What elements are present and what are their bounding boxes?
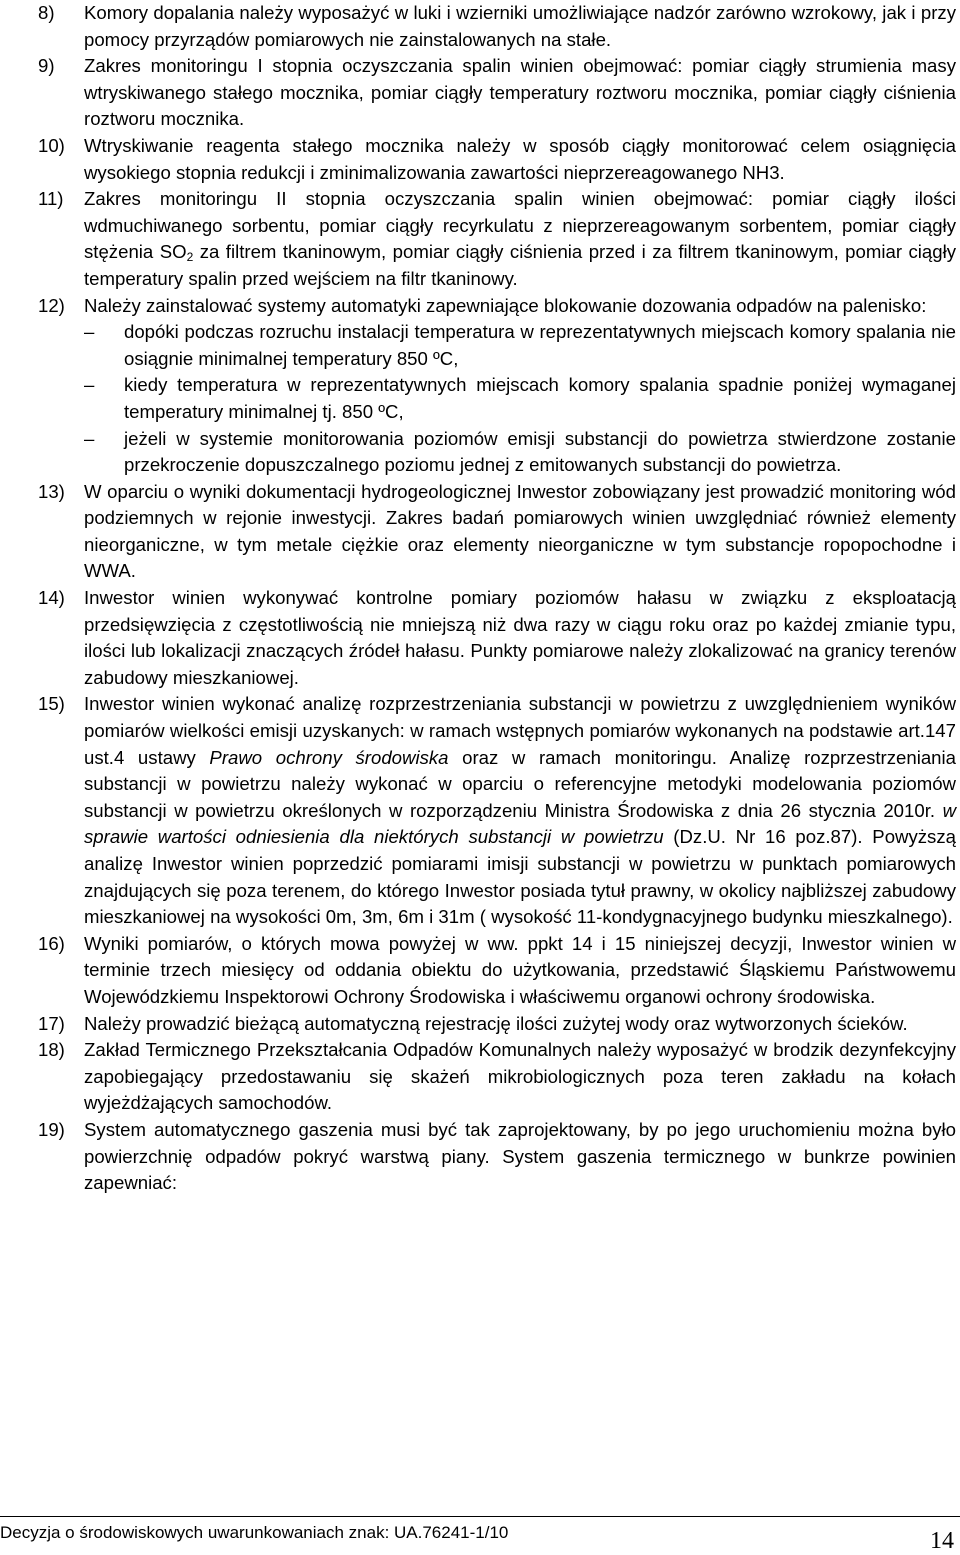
item-text-part: Inwestor winien wykonać analizę rozprzestrzeniania substancji w powietrzu z uwzględnieniem wyników pomiarów wielkości emisji uzyskanych: w ramach wstępnych pomiarów wykonanych na podstawie art.147 ust.4 ustawy [84,693,956,768]
item-number: 16) [38,932,65,954]
list-item-8 [0,0,960,53]
item-number: 17) [38,1012,65,1034]
item-number: 15) [38,693,65,715]
item-number: 14) [38,587,65,609]
item-number: 11) [38,188,64,210]
dash-list [0,319,960,479]
subscript: 2 [186,250,194,265]
dash-item-text: kiedy temperatura w reprezentatywnych miejscach komory spalania spadnie poniżej wymaganej temperatury minimalnej tj. 850 ºC, [124,374,956,422]
dash-bullet: – [84,321,95,343]
footer-divider [0,1516,960,1517]
list-item-9 [0,53,960,133]
item-text: Zakład Termicznego Przekształcania Odpadów Komunalnych należy wyposażyć w brodzik dezynfekcyjny zapobiegający przedostawaniu się skażeń mikrobiologicznych poza teren zakładu na kołach wyjeżdżających samochodów. [84,1039,956,1114]
item-text [84,186,956,292]
page-number: 14 [930,1528,954,1554]
item-number: 9) [38,55,55,77]
list-item-16 [0,931,960,1011]
item-number: 19) [38,1118,65,1140]
list-item-12 [0,293,960,479]
item-number: 8) [38,2,55,23]
item-text-part: Zakres monitoringu II stopnia oczyszczania spalin winien obejmować: pomiar ciągły ilości wdmuchiwanego sorbentu, pomiar ciągły recyrkulatu z nieprzereagowanym sorbentem, pomiar ciągły stężenia SO [84,188,956,263]
list-item-15 [0,691,960,930]
list-item-14 [0,585,960,691]
item-number: 10) [38,134,65,156]
dash-item-text: jeżeli w systemie monitorowania poziomów emisji substancji do powietrza stwierdzone zostanie przekroczenie dopuszczalnego poziomu jednej z emitowanych substancji do powietrza. [124,427,956,476]
list-item-17 [0,1011,960,1038]
item-text-part: (Dz.U. Nr 16 poz.87). Powyższą analizę Inwestor winien poprzedzić pomiarami imisji substancji w powietrzu w punktach pomiarowych znajdujących się poza terenem, do którego Inwestor posiada tytuł prawny, w okolicy najbliższej zabudowy mieszkaniowej na wysokości 0m, 3m, 6m i 31m ( wysokość 11-kondygnacyjnego budynku mieszkalnego). [84,826,956,928]
dash-bullet: – [84,374,95,396]
dash-list-item [0,426,960,479]
item-text: System automatycznego gaszenia musi być tak zaprojektowany, by po jego uruchomieniu można było powierzchnię odpadów pokryć warstwą piany. System gaszenia termicznego w bunkrze powinien zapewniać: [84,1118,956,1194]
item-text: Zakres monitoringu I stopnia oczyszczania spalin winien obejmować: pomiar ciągły strumienia masy wtryskiwanego stałego mocznika, pomiar ciągły temperatury roztworu mocznika, pomiar ciągły ciśnienia roztworu mocznika. [84,55,956,130]
dash-item-text: dopóki podczas rozruchu instalacji temperatura w reprezentatywnych miejscach komory spalania nie osiągnie minimalnej temperatury 850 ºC, [124,321,956,369]
item-text: Należy prowadzić bieżącą automatyczną rejestrację ilości zużytej wody oraz wytworzonych ścieków. [84,1012,908,1034]
item-text: Wtryskiwanie reagenta stałego mocznika należy w sposób ciągły monitorować celem osiągnięcia wysokiego stopnia redukcji i zminimalizowania zawartości nieprzereagowanego NH3. [84,134,956,183]
dash-list-item [0,319,960,372]
item-text: Inwestor winien wykonywać kontrolne pomiary poziomów hałasu w związku z eksploatacją przedsięwzięcia z częstotliwością nie mniejszą niż dwa razy w ciągu roku oraz po każdej zmianie typu, ilości lub lokalizacji znaczących źródeł hałasu. Punkty pomiarowe należy zlokalizować na granicy terenów zabudowy mieszkaniowej. [84,587,956,688]
item-number: 13) [38,480,65,502]
footer-document-reference: Decyzja o środowiskowych uwarunkowaniach znak: UA.76241-1/10 [0,1523,509,1542]
list-item-10 [0,133,960,186]
item-text: Należy zainstalować systemy automatyki zapewniające blokowanie dozowania odpadów na palenisko: [84,294,927,316]
dash-list-item [0,372,960,425]
item-text-part: za filtrem tkaninowym, pomiar ciągły ciśnienia przed i za filtrem tkaninowym, pomiar ciągły temperatury spalin przed wejściem na filtr tkaninowy. [84,241,956,289]
list-item-11 [0,186,960,292]
list-item-13 [0,479,960,585]
act-title-italic: Prawo ochrony środowiska [209,746,449,768]
regulation-title-italic: w sprawie wartości odniesienia dla niektórych substancji w powietrzu [84,799,956,848]
list-item-19 [0,1117,960,1197]
item-text [84,691,956,930]
dash-bullet: – [84,427,95,449]
item-number: 18) [38,1039,65,1061]
item-text-part: oraz w ramach monitoringu. Analizę rozprzestrzeniania substancji w powietrzu należy wykonać w oparciu o referencyjne metodyki modelowania poziomów substancji w powietrzu określonych w rozporządzeniu Ministra Środowiska z dnia 26 stycznia 2010r. [84,746,956,821]
item-text: W oparciu o wyniki dokumentacji hydrogeologicznej Inwestor zobowiązany jest prowadzić monitoring wód podziemnych w rejonie inwestycji. Zakres badań pomiarowych winien uwzględniać również elementy nieorganiczne, w tym metale ciężkie oraz elementy nieorganiczne w tym substancje ropopochodne i WWA. [84,480,956,582]
item-text: Komory dopalania należy wyposażyć w luki i wzierniki umożliwiające nadzór zarówno wzrokowy, jak i przy pomocy przyrządów pomiarowych nie zainstalowanych na stałe. [84,2,956,50]
list-item-18 [0,1037,960,1117]
item-text: Wyniki pomiarów, o których mowa powyżej w ww. ppkt 14 i 15 niniejszej decyzji, Inwestor winien w terminie trzech miesięcy od oddania obiektu do użytkowania, przedstawić Śląskiemu Państwowemu Wojewódzkiemu Inspektorowi Ochrony Środowiska i właściwemu organowi ochrony środowiska. [84,932,956,1007]
item-number: 12) [38,294,65,316]
